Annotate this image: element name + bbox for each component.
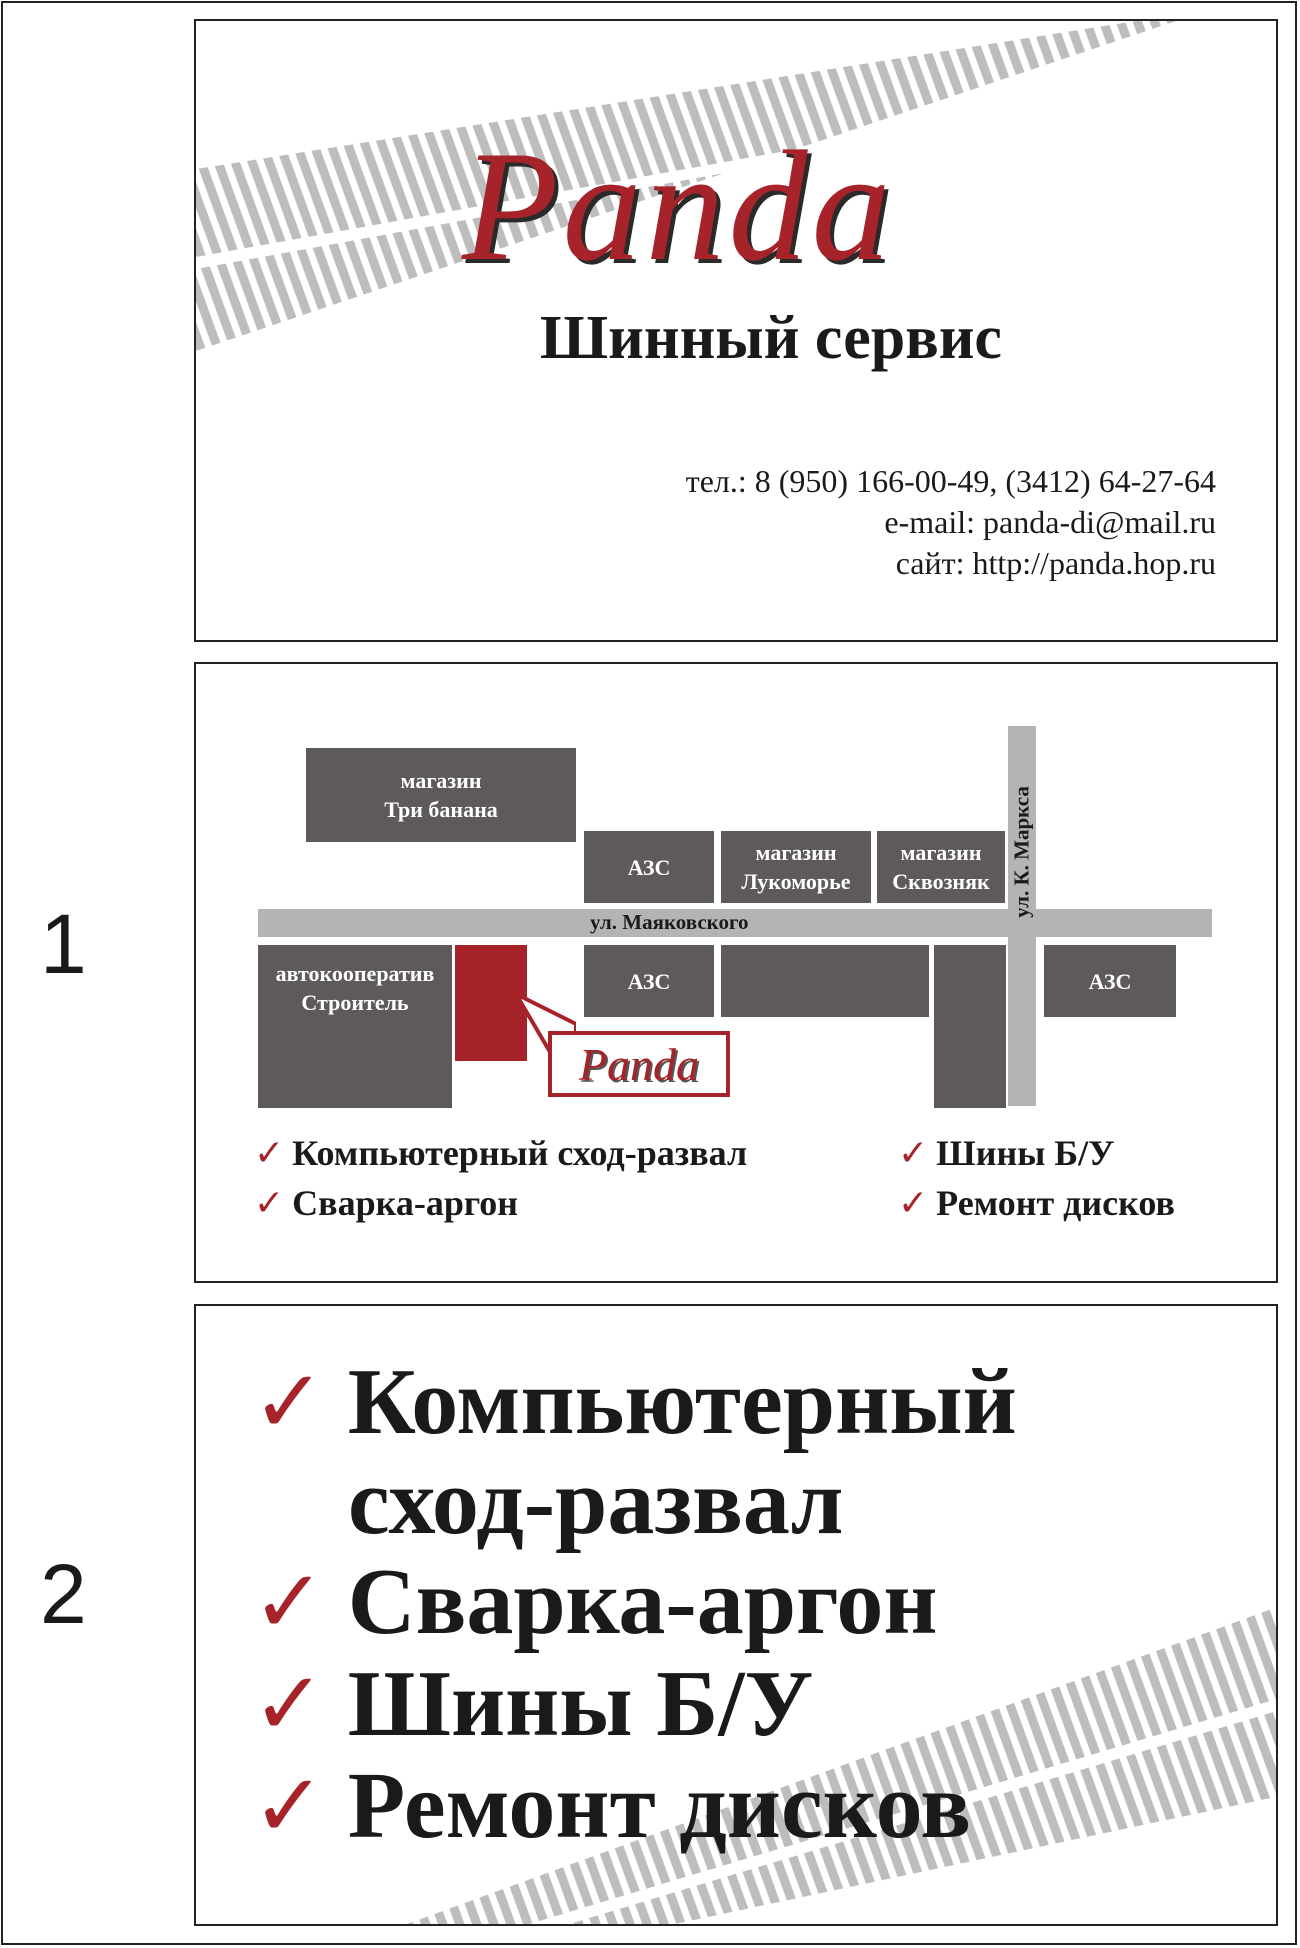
variant-label-1: 1	[40, 897, 87, 991]
panda-callout-label: Panda	[548, 1031, 730, 1097]
check-icon: ✓	[254, 1182, 285, 1224]
brand-logo: Panda	[462, 119, 895, 294]
map-block-label: магазин	[900, 840, 982, 865]
map-block-label: автокооператив	[275, 961, 435, 986]
check-icon: ✓	[252, 1550, 326, 1653]
check-icon: ✓	[252, 1350, 326, 1453]
map-block-skvoznyak	[877, 831, 1005, 903]
site-line: сайт: http://panda.hop.ru	[895, 545, 1216, 581]
big-service-item: ✓ Шины Б/У	[252, 1652, 814, 1756]
map-block-azs-2	[584, 945, 714, 1017]
email-line: e-mail: panda-di@mail.ru	[884, 504, 1216, 540]
business-card-map	[194, 662, 1278, 1283]
check-icon: ✓	[252, 1652, 326, 1755]
map-block-label: Лукоморье	[741, 869, 851, 894]
map-block-azs-1	[584, 831, 714, 903]
map-block-azs-3	[1044, 945, 1176, 1017]
big-service-item: ✓ Компьютерный	[252, 1350, 1017, 1454]
check-icon: ✓	[898, 1132, 929, 1174]
business-card-front	[194, 19, 1278, 642]
map-block-label: Сквозняк	[892, 869, 990, 894]
map-block-label: АЗС	[627, 854, 671, 880]
check-icon: ✓	[898, 1182, 929, 1224]
big-service-item: ✓ Ремонт дисков	[252, 1754, 972, 1858]
map-block-unnamed-1	[721, 945, 929, 1017]
map-block-unnamed-2	[934, 945, 1006, 1108]
check-icon: ✓	[252, 1754, 326, 1857]
service-item: ✓ Шины Б/У	[898, 1132, 1115, 1174]
service-item: ✓ Ремонт дисков	[898, 1182, 1175, 1224]
service-item: ✓ Компьютерный сход-развал	[254, 1132, 748, 1174]
map-block-label: Три банана	[384, 797, 498, 822]
map-block-label: магазин	[755, 840, 837, 865]
map-block-autocoop	[258, 945, 452, 1108]
big-service-item: ✓ Сварка-аргон	[252, 1550, 938, 1654]
map-block-label: АЗС	[1088, 968, 1132, 994]
map-block-tri-banana	[306, 748, 576, 842]
map-block-label: Строитель	[301, 990, 409, 1015]
street-label-mayakovskogo: ул. Маяковского	[590, 910, 749, 934]
check-icon: ✓	[254, 1132, 285, 1174]
map-block-label: АЗС	[627, 968, 671, 994]
street-label-k-marksa: ул. К. Маркса	[1009, 786, 1034, 918]
map-block-label: магазин	[400, 768, 482, 793]
service-item: ✓ Сварка-аргон	[254, 1182, 519, 1224]
variant-label-2: 2	[40, 1547, 87, 1641]
big-service-item-continued: сход-развал	[348, 1450, 844, 1554]
business-card-services	[194, 1304, 1278, 1926]
contact-block	[686, 461, 1216, 584]
phone-line: тел.: 8 (950) 166-00-49, (3412) 64-27-64	[685, 463, 1216, 499]
card-subtitle: Шинный сервис	[540, 304, 1002, 372]
map-block-lukomorye	[721, 831, 871, 903]
